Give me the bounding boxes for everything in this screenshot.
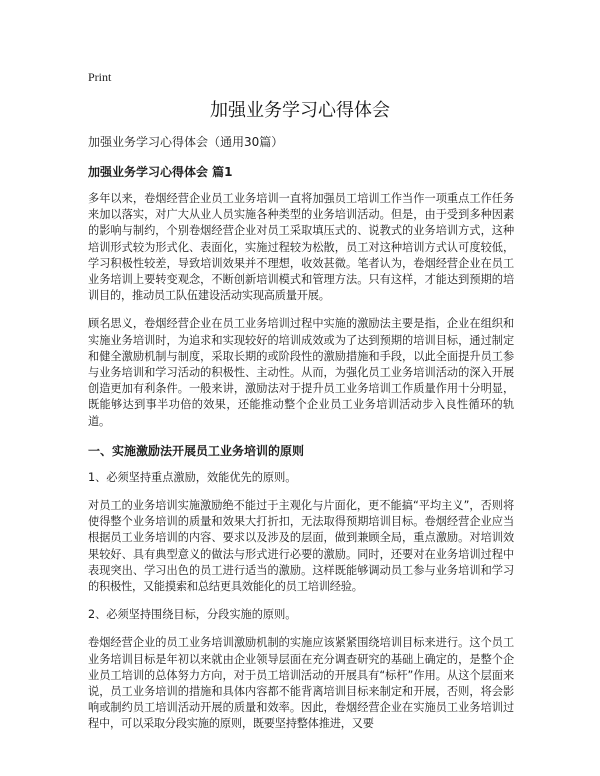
- principle-point-2: 2、必须坚持围绕目标，分段实施的原则。: [88, 608, 297, 622]
- print-link[interactable]: Print: [88, 70, 112, 84]
- document-subtitle: 加强业务学习心得体会（通用30篇）: [88, 135, 284, 149]
- principle-point-1-text: 对员工的业务培训实施激励绝不能过于主观化与片面化，更不能搞“平均主义”，否则将使得整个业务培训的质量和效果大打折扣，无法取得预期培训目标。卷烟经营企业应当根据员工业务培训的内容、要求以及涉及的层面，做到兼顾全局，重点激励。对培训效果较好、具有典型意义的做法与形式进行必要的激励。同时，还要对在业务培训过程中表现突出、学习出色的员工进行适当的激励。这样既能够调动员工参与业务培训和学习的积极性，又能摸索和总结更具效能化的员工培训经验。: [88, 499, 514, 594]
- principle-point-2-text: 卷烟经营企业的员工业务培训激励机制的实施应该紧紧围绕培训目标来进行。这个员工业务培训目标是年初以来就由企业领导层面在充分调查研究的基础上确定的，是整个企业员工培训的总体努力方向，对于员工培训活动的开展具有“标杆”作用。从这个层面来说，员工业务培训的措施和具体内容都不能背离培训目标来制定和开展，否则，将会影响或制约员工培训活动开展的质量和效率。因此，卷烟经营企业在实施员工业务培训过程中，可以采取分段实施的原则，既要坚持整体推进，又要: [88, 636, 514, 731]
- paragraph: 顾名思义，卷烟经营企业在员工业务培训过程中实施的激励法主要是指，企业在组织和实施业务培训时，为追求和实现较好的培训成效或为了达到预期的培训目标，通过制定和健全激励机制与制度，采取长期的或阶段性的激励措施和手段，以此全面提升员工参与业务培训和学习活动的积极性、主动性。从而，为强化员工业务培训活动的深入开展创造更加有利条件。一般来讲，激励法对于提升员工业务培训工作质量作用十分明显，既能够达到事半功倍的效果，还能推动整个企业员工业务培训活动步入良性循环的轨道。: [88, 317, 514, 428]
- document-body: [88, 133, 514, 745]
- page-title: 加强业务学习心得体会: [210, 100, 390, 121]
- paragraph: 多年以来，卷烟经营企业员工业务培训一直将加强员工培训工作当作一项重点工作任务来加以落实，对广大从业人员实施各种类型的业务培训活动。但是，由于受到多种因素的影响与制约，个别卷烟经营企业对员工采取填压式的、说教式的业务培训方式，这种培训形式较为形式化、表面化，实施过程较为松散，员工对这种培训方式认可度较低，学习积极性较差，导致培训效果并不理想，收效甚微。笔者认为，卷烟经营企业在员工业务培训上要转变观念，不断创新培训模式和管理方法。只有这样，才能达到预期的培训目的，推动员工队伍建设活动实现高质量开展。: [88, 192, 514, 303]
- principle-heading: 一、实施激励法开展员工业务培训的原则: [88, 443, 305, 458]
- section-title: 加强业务学习心得体会 篇1: [88, 165, 233, 179]
- principle-point-1: 1、必须坚持重点激励，效能优先的原则。: [88, 470, 297, 484]
